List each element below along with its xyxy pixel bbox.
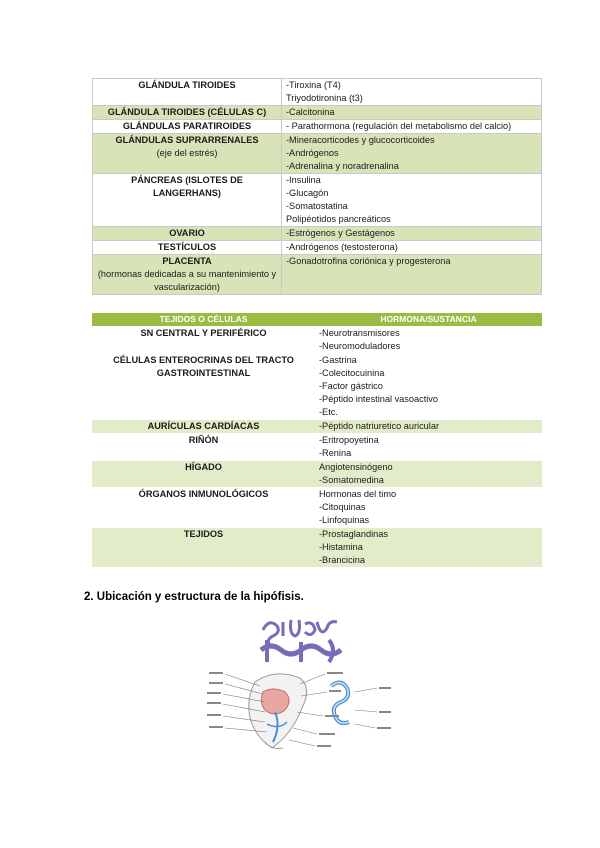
hormone-item: -Prostaglandinas [319,529,388,539]
hormone-item: -Péptido intestinal vasoactivo [319,394,438,404]
gland-name: PÁNCREAS (ISLOTES DE LANGERHANS) [93,174,282,227]
hormone-list [315,488,542,528]
table-header-row [92,313,542,327]
section-heading: 2. Ubicación y estructura de la hipófisis. [84,591,304,603]
table-row [93,79,542,106]
table-row [93,241,542,255]
hormone-item: -Péptido natriuretico auricular [319,421,440,431]
tissue-name: ÓRGANOS INMUNOLÓGICOS [92,488,315,528]
table-row [93,174,542,227]
hormone-item: -Renina [319,448,352,458]
hormone-list [282,241,542,255]
hormone-list [315,420,542,434]
hormone-item: Hormonas del timo [319,489,397,499]
hormone-list [282,255,542,295]
tissue-name: AURÍCULAS CARDÍACAS [92,420,315,434]
gland-name: GLÁNDULA TIROIDES [93,79,282,106]
hormone-item: -Colecitocuinina [319,368,385,378]
table-row [93,120,542,134]
hormone-item: -Gonadotrofina coriónica y progesterona [286,256,451,266]
hormone-list [315,354,542,420]
sister-ciencia-logo [261,620,341,662]
hormone-item: -Somatostatina [286,201,348,211]
hormone-item: -Insulina [286,175,321,185]
gland-name: GLÁNDULAS SUPRARRENALES (eje del estrés) [93,134,282,174]
header-tissues: TEJIDOS O CÉLULAS [92,313,315,327]
gland-note: (eje del estrés) [156,148,218,158]
hormone-list [282,134,542,174]
tissue-name: HÍGADO [92,461,315,488]
table-row [93,106,542,120]
hormone-list [315,327,542,354]
hormone-item: -Andrógenos [286,148,339,158]
hormone-item: -Calcitonina [286,107,335,117]
hormone-item: -Factor gástrico [319,381,383,391]
tissue-name: SN CENTRAL Y PERIFÉRICO [92,327,315,354]
pituitary-diagram-image [205,612,395,772]
table-row [93,227,542,241]
gland-note: (hormonas dedicadas a su mantenimiento y vascularización) [97,269,277,292]
hormone-item: -Neurotransmisores [319,328,400,338]
hormone-item: -Etc. [319,407,338,417]
hormone-item: -Glucagón [286,188,329,198]
table-row [92,461,542,488]
tissue-name: RIÑÓN [92,434,315,461]
table-row [92,327,542,354]
hormone-item: - Parathormona (regulación del metabolismo del calcio) [286,121,512,131]
header-hormones: HORMONA/SUSTANCIA [315,313,542,327]
table-row [92,528,542,568]
hormone-item: -Gastrina [319,355,357,365]
hormone-item: Angiotensinógeno [319,462,393,472]
hormone-item: -Eritropoyetina [319,435,379,445]
table-row [92,420,542,434]
endocrine-glands-table [92,78,542,295]
tissue-name: CÉLULAS ENTEROCRINAS DEL TRACTO GASTROINTESTINAL [92,354,315,420]
hormone-item: -Andrógenos (testosterona) [286,242,398,252]
gland-name: PLACENTA (hormonas dedicadas a su mantenimiento y vascularización) [93,255,282,295]
hormone-list [282,79,542,106]
gland-name: GLÁNDULA TIROIDES (CÉLULAS C) [93,106,282,120]
hormone-list [315,434,542,461]
hormone-list [282,227,542,241]
hormone-item: -Adrenalina y noradrenalina [286,161,399,171]
hormone-item: -Somatomedina [319,475,384,485]
hormone-item: -Citoquinas [319,502,366,512]
hormone-item: -Estrógenos y Gestágenos [286,228,395,238]
table-row [93,134,542,174]
pituitary-illustration [249,674,349,749]
gland-name: TESTÍCULOS [93,241,282,255]
tissue-name: TEJIDOS [92,528,315,568]
table-row [92,354,542,420]
gland-name: GLÁNDULAS PARATIROIDES [93,120,282,134]
hormone-list [315,461,542,488]
table-row [92,434,542,461]
hormone-list [282,174,542,227]
hormone-item: Polipéotidos pancreáticos [286,214,391,224]
table-row [92,488,542,528]
hormone-item: -Linfoquinas [319,515,370,525]
hormone-list [315,528,542,568]
hormone-item: -Histamina [319,542,363,552]
hormone-list [282,120,542,134]
table-row [93,255,542,295]
hormone-list [282,106,542,120]
hormone-item: -Neuromoduladores [319,341,401,351]
hormone-item: -Brancicina [319,555,365,565]
hormone-item: -Tiroxina (T4) [286,80,341,90]
gland-name: OVARIO [93,227,282,241]
hormone-item: -Mineracorticodes y glucocorticoides [286,135,435,145]
hormone-item: Triyodotironina (t3) [286,93,363,103]
tissues-hormones-table [92,313,542,568]
